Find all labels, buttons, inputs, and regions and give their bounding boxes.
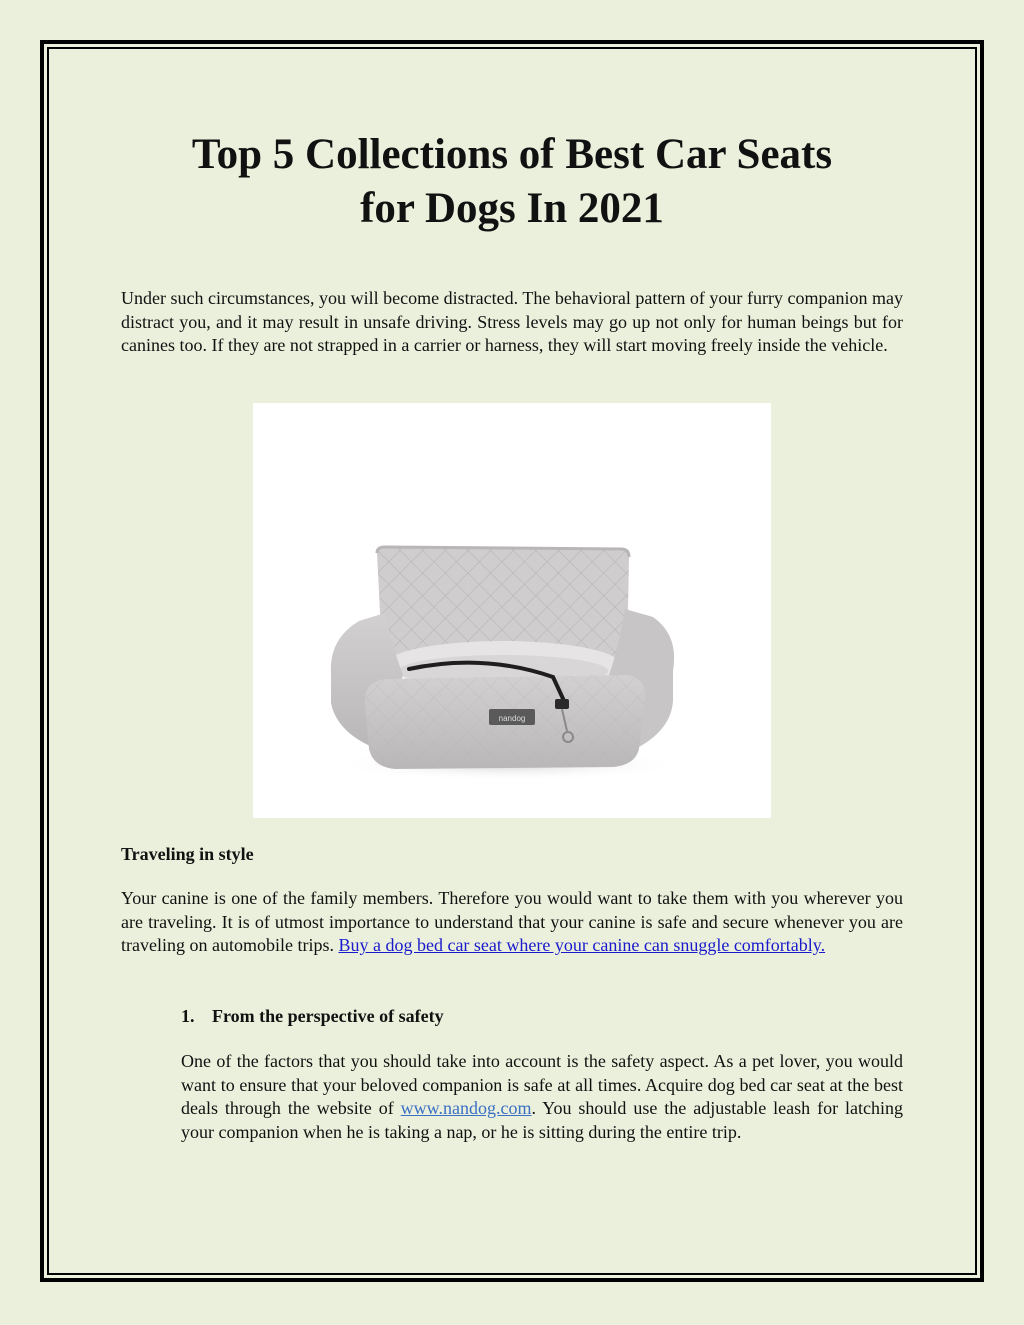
safety-heading-text: From the perspective of safety bbox=[212, 1006, 444, 1026]
safety-text-after: . You should use the adjustable leash for latching your companion when he is taking a nap, or he is sitting during the entire trip. bbox=[181, 1098, 903, 1142]
traveling-paragraph bbox=[121, 887, 903, 958]
dog-car-seat-photo bbox=[253, 403, 771, 818]
nandog-website-link[interactable]: www.nandog.com bbox=[400, 1098, 532, 1118]
dog-bed-car-seat-link[interactable]: Buy a dog bed car seat where your canine can snuggle comfortably. bbox=[338, 935, 826, 955]
title-line-1: Top 5 Collections of Best Car Seats bbox=[191, 131, 833, 178]
intro-paragraph: Under such circumstances, you will become distracted. The behavioral pattern of your furry companion may distract you, and it may result in unsafe driving. Stress levels may go up not only for human beings but for canines too. If they are not strapped in a carrier or harness, they will start moving freely inside the vehicle. bbox=[121, 288, 903, 355]
safety-text-before: One of the factors that you should take into account is the safety aspect. As a pet lover, you would want to ensure that your beloved companion is safe at all times. Acquire dog bed car seat at the best deals through the website of bbox=[181, 1051, 903, 1118]
page-title bbox=[100, 128, 924, 236]
traveling-text: Your canine is one of the family members. Therefore you would want to take them with you wherever you are traveling. It is of utmost importance to understand that your canine is safe and secure whenever you are traveling on automobile trips. bbox=[121, 888, 903, 955]
section-heading-traveling: Traveling in style bbox=[121, 844, 254, 864]
section-heading-safety bbox=[181, 1005, 444, 1028]
list-number: 1. bbox=[181, 1006, 195, 1026]
safety-paragraph bbox=[181, 1050, 903, 1144]
title-line-2: for Dogs In 2021 bbox=[360, 185, 664, 232]
brand-label-text: nandog bbox=[498, 714, 526, 723]
